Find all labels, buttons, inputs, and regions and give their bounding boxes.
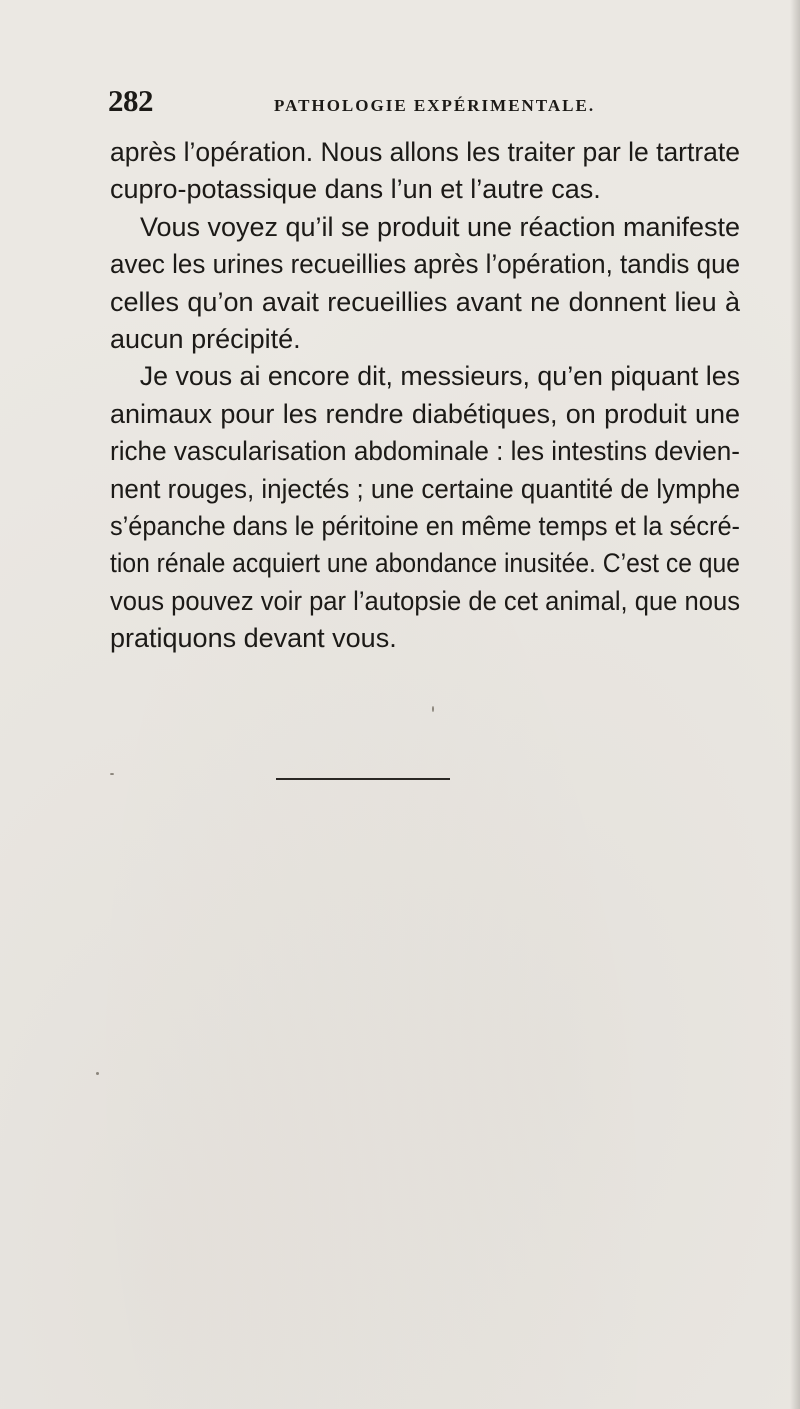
text-line: nent rouges, injectés ; une certaine quantité de lymphe (110, 473, 741, 504)
text-line: Vous voyez qu’il se produit une réaction manifeste (139, 211, 740, 242)
page-header (108, 84, 748, 124)
text-line: s’épanche dans le péritoine en même temps et la sécré- (110, 510, 741, 541)
text-line: cupro-potassique dans l’un et l’autre cas. (110, 174, 601, 205)
page-edge-shadow (790, 0, 800, 1409)
text-line: avec les urines recueillies après l’opération, tandis que (110, 249, 741, 280)
text-line: après l’opération. Nous allons les traiter par le tartrate (110, 137, 740, 167)
text-line: Je vous ai encore dit, messieurs, qu’en piquant les (139, 361, 741, 392)
text-line: vous pouvez voir par l’autopsie de cet animal, que nous (110, 585, 740, 616)
paper-speck (432, 706, 434, 712)
section-divider-rule (276, 778, 450, 780)
page-number: 282 (108, 83, 153, 118)
text-line: tion rénale acquiert une abondance inusitée. C’est ce que (110, 548, 741, 579)
running-head: PATHOLOGIE EXPÉRIMENTALE. (274, 96, 596, 115)
body-text (110, 134, 740, 657)
paper-speck (96, 1072, 99, 1075)
text-line: celles qu’on avait recueillies avant ne donnent lieu à (110, 286, 740, 317)
text-line: pratiquons devant vous. (110, 623, 397, 654)
text-line: animaux pour les rendre diabétiques, on produit une (110, 398, 740, 429)
paper-speck (110, 773, 114, 775)
text-line: aucun précipité. (110, 323, 301, 354)
text-line: riche vascularisation abdominale : les intestins devien- (110, 436, 740, 467)
